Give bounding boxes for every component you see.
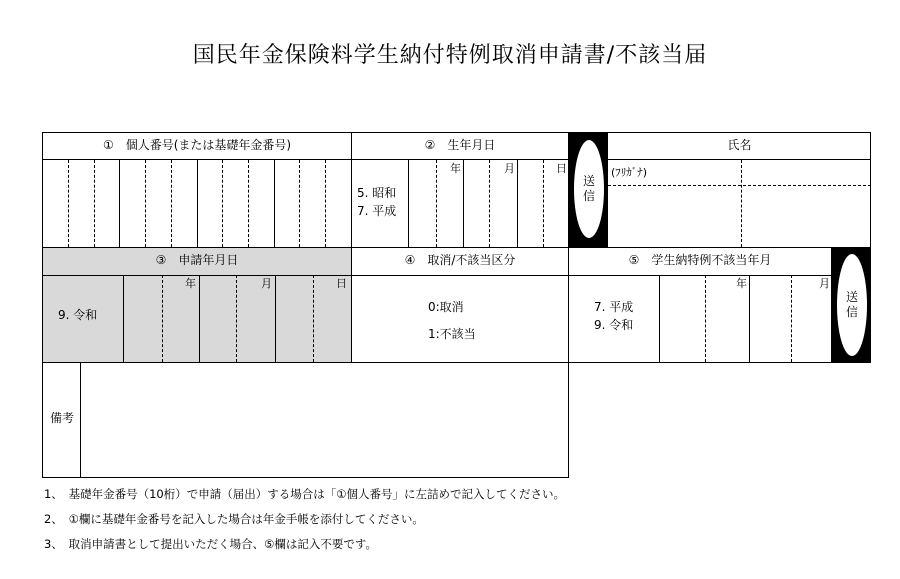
category-option-not-applicable: 1:不該当 [428, 327, 476, 341]
form-title: 国民年金保険料学生納付特例取消申請書/不該当届 [192, 43, 708, 68]
digit-divider [299, 160, 300, 247]
ineligible-era-reiwa: 9. 令和 [594, 318, 634, 332]
remarks-label: 備考 [49, 411, 74, 425]
digit-divider [145, 160, 146, 247]
send-marker-oval [837, 254, 867, 356]
send-marker-oval [574, 140, 604, 238]
note-item: 1、 基礎年金番号（10桁）で申請（届出）する場合は「①個人番号」に左詰めで記入してください。 [44, 487, 566, 501]
note-item: 2、 ①欄に基礎年金番号を記入した場合は年金手帳を添付してください。 [44, 512, 424, 526]
digit-divider [325, 160, 326, 247]
category-option-cancel: 0:取消 [428, 300, 464, 314]
name-field[interactable] [609, 186, 870, 247]
digit-divider [68, 160, 69, 247]
birthdate-day-unit: 日 [556, 162, 567, 175]
section4-header: ④ 取消/不該当区分 [404, 253, 516, 267]
section1-header: ① 個人番号(または基礎年金番号) [102, 138, 292, 152]
digit-divider [119, 160, 120, 247]
ineligible-date-field[interactable] [660, 289, 830, 362]
birthdate-field[interactable] [409, 173, 567, 247]
digit-divider [94, 160, 95, 247]
ineligible-year-unit: 年 [736, 277, 747, 290]
send-marker-label: 送 信 [845, 290, 858, 319]
note-item: 3、 取消申請書として提出いただく場合、⑤欄は記入不要です。 [44, 537, 377, 551]
era-option-showa: 5. 昭和 [357, 186, 397, 200]
birthdate-month-unit: 月 [504, 162, 515, 175]
ineligible-month-unit: 月 [819, 277, 830, 290]
digit-divider [248, 160, 249, 247]
appdate-month-unit: 月 [261, 277, 272, 290]
name-header-line [608, 159, 871, 160]
name-header: 氏名 [727, 138, 752, 152]
remarks-field[interactable] [81, 363, 568, 477]
application-date-field[interactable] [124, 289, 350, 362]
digit-divider [171, 160, 172, 247]
era-option-heisei: 7. 平成 [357, 204, 397, 218]
appdate-year-unit: 年 [185, 277, 196, 290]
appdate-day-unit: 日 [336, 277, 347, 290]
furigana-label: (ﾌﾘｶﾞﾅ) [611, 166, 648, 179]
section5-header: ⑤ 学生納特例不該当年月 [628, 253, 772, 267]
digit-divider [274, 160, 275, 247]
digit-divider [197, 160, 198, 247]
send-marker-label: 送 信 [582, 174, 595, 203]
cancel-category-field[interactable] [352, 276, 568, 362]
application-era: 9. 令和 [58, 308, 98, 322]
section3-header: ③ 申請年月日 [155, 253, 239, 267]
ineligible-era-heisei: 7. 平成 [594, 300, 634, 314]
section2-header: ② 生年月日 [424, 138, 496, 152]
digit-divider [222, 160, 223, 247]
birthdate-year-unit: 年 [450, 162, 461, 175]
